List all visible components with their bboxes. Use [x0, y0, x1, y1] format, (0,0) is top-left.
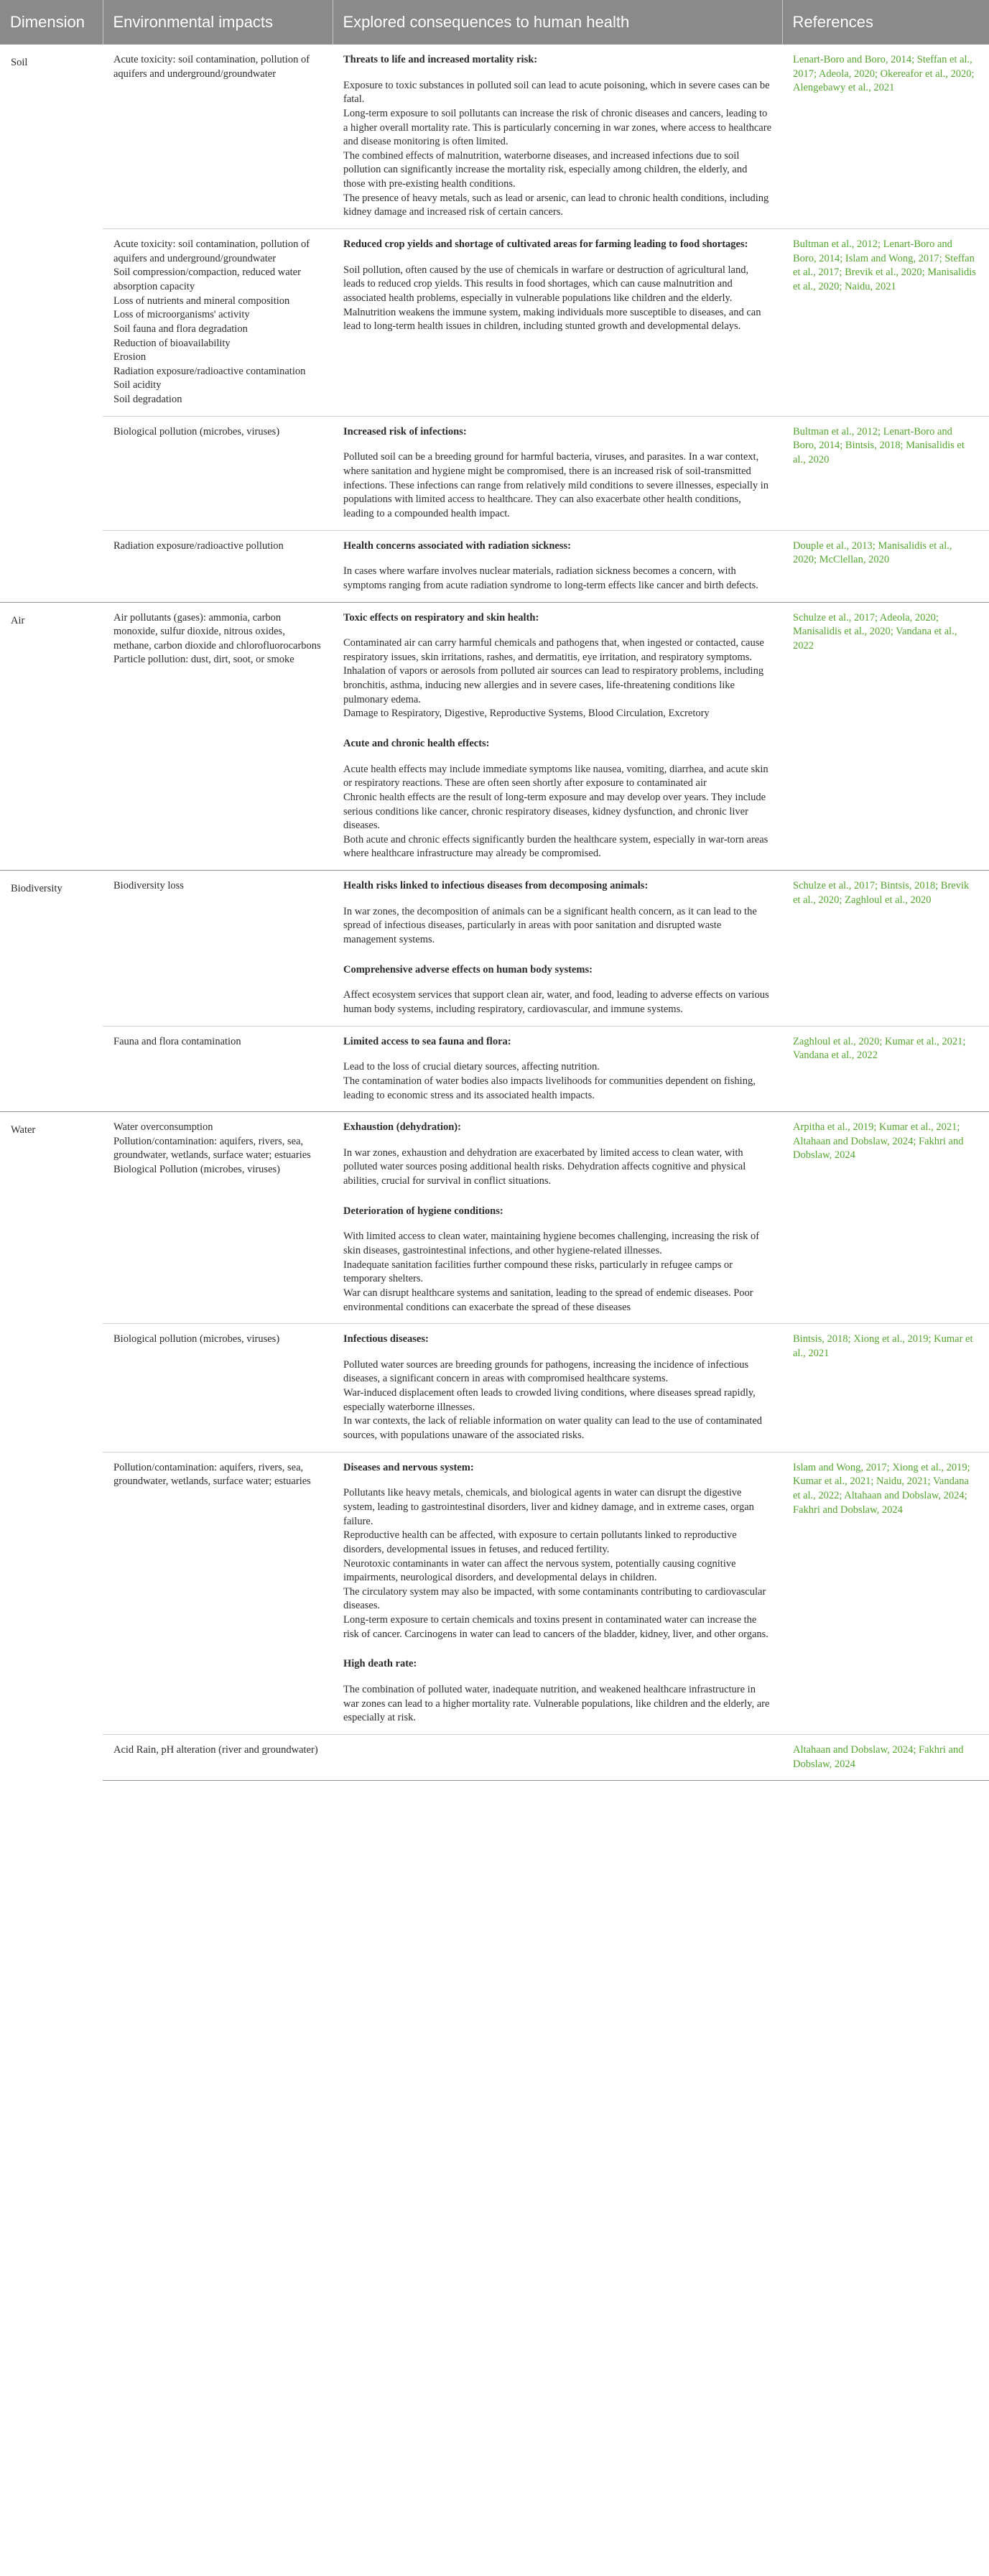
table-row	[0, 1112, 989, 1324]
consequence-paragraph: War can disrupt healthcare systems and sanitation, leading to the spread of endemic diseases. Poor environmental conditions can exacerbate the spread of these diseases	[343, 1287, 753, 1313]
consequences-cell	[333, 1734, 782, 1780]
dimension-cell: Water	[0, 1112, 103, 1781]
consequence-paragraph: Malnutrition weakens the immune system, making individuals more susceptible to diseases, and can lead to long-term health issues in children, including stunted growth and developmental delays.	[343, 306, 761, 333]
impact-item: Soil fauna and flora degradation	[113, 323, 248, 335]
consequences-cell	[333, 1112, 782, 1324]
consequence-paragraph: Contaminated air can carry harmful chemicals and pathogens that, when ingested or contacted, cause respiratory issues, skin irritations, rashes, and dermatitis, eye irritation, and respiratory symptoms.	[343, 637, 764, 663]
consequence-paragraph: The combined effects of malnutrition, waterborne diseases, and increased infections due to soil pollution can significantly increase the mortality risk, especially among children, the elderly, and those with pre-existing health conditions.	[343, 149, 748, 190]
impacts-cell	[103, 1452, 333, 1734]
consequence-paragraph: Polluted soil can be a breeding ground for harmful bacteria, viruses, and parasites. In a war context, where sanitation and hygiene might be compromised, there is an increased risk of soil-transmitted infections. These infections can range from relatively mild conditions to severe illnesses, especially in populations with limited access to healthcare. They can also exacerbate other health conditions, leading to a compounded health impact.	[343, 451, 769, 519]
impact-item: Biological Pollution (microbes, viruses)	[113, 1164, 280, 1176]
consequence-heading: Exhaustion (dehydration):	[343, 1121, 461, 1134]
table-row	[0, 1452, 989, 1734]
consequence-paragraph: Long-term exposure to soil pollutants can increase the risk of chronic diseases and cancers, leading to a higher overall mortality rate. This is particularly concerning in war zones, where access to healthcare and disease monitoring is often limited.	[343, 107, 772, 148]
dimension-cell: Soil	[0, 45, 103, 603]
consequence-heading: Diseases and nervous system:	[343, 1461, 474, 1473]
consequences-cell	[333, 1026, 782, 1112]
impact-item: Pollution/contamination: aquifers, rivers, sea, groundwater, wetlands, surface water; estuaries	[113, 1461, 311, 1488]
consequence-heading: Deterioration of hygiene conditions:	[343, 1205, 503, 1217]
consequence-heading: Increased risk of infections:	[343, 425, 467, 437]
consequences-cell	[333, 530, 782, 602]
consequences-cell	[333, 871, 782, 1026]
consequence-heading: Limited access to sea fauna and flora:	[343, 1035, 511, 1047]
references-cell: Arpitha et al., 2019; Kumar et al., 2021; Altahaan and Dobslaw, 2024; Fakhri and Dobslaw, 2024	[782, 1112, 989, 1324]
impact-item: Biodiversity loss	[113, 880, 184, 892]
impact-item: Soil acidity	[113, 379, 162, 392]
consequence-paragraph: In war zones, the decomposition of animals can be a significant health concern, as it can lead to the spread of infectious diseases, particularly in areas with poor sanitation and disrupted waste management systems.	[343, 905, 757, 946]
header-environmental-impacts: Environmental impacts	[103, 0, 333, 45]
impact-item: Soil degradation	[113, 394, 182, 406]
consequence-paragraph: Reproductive health can be affected, with exposure to certain pollutants linked to reproductive disorders, developmental issues in fetuses, and reduced fertility.	[343, 1529, 737, 1555]
header-health-consequences: Explored consequences to human health	[333, 0, 782, 45]
impact-item: Fauna and flora contamination	[113, 1035, 241, 1047]
table-row	[0, 602, 989, 871]
consequence-heading: Infectious diseases:	[343, 1333, 429, 1345]
impact-item: Biological pollution (microbes, viruses)	[113, 425, 280, 437]
impacts-cell	[103, 1734, 333, 1780]
consequence-paragraph: Chronic health effects are the result of long-term exposure and may develop over years. They include serious conditions like cancer, chronic respiratory diseases, kidney dysfunction, and chronic liver diseases.	[343, 791, 766, 832]
consequences-cell	[333, 602, 782, 871]
references-cell: Bintsis, 2018; Xiong et al., 2019; Kumar et al., 2021	[782, 1324, 989, 1452]
table-body	[0, 45, 989, 1781]
consequence-paragraph: Lead to the loss of crucial dietary sources, affecting nutrition.	[343, 1061, 600, 1073]
consequence-paragraph: In war zones, exhaustion and dehydration are exacerbated by limited access to clean water, with polluted water sources posing additional health risks. Dehydration affects cognitive and physical abilities, crucial for survival in conflict situations.	[343, 1146, 746, 1187]
references-cell: Douple et al., 2013; Manisalidis et al., 2020; McClellan, 2020	[782, 530, 989, 602]
consequence-paragraph: Inhalation of vapors or aerosols from polluted air sources can lead to respiratory problems, including bronchitis, asthma, inducing new allergies and in severe cases, life-threatening conditions like pulmonary edema.	[343, 665, 764, 705]
consequence-heading: Reduced crop yields and shortage of cultivated areas for farming leading to food shortages:	[343, 238, 748, 251]
consequence-heading: Health concerns associated with radiation sickness:	[343, 539, 571, 552]
consequence-paragraph: Polluted water sources are breeding grounds for pathogens, increasing the incidence of infectious diseases, a significant concern in areas with compromised healthcare systems.	[343, 1358, 749, 1385]
impacts-cell	[103, 1324, 333, 1452]
references-cell: Bultman et al., 2012; Lenart-Boro and Boro, 2014; Islam and Wong, 2017; Steffan et al., 2017; Brevik et al., 2020; Manisalidis et al., 2020; Naidu, 2021	[782, 229, 989, 417]
references-cell: Zaghloul et al., 2020; Kumar et al., 2021; Vandana et al., 2022	[782, 1026, 989, 1112]
table-row	[0, 530, 989, 602]
impact-item: Biological pollution (microbes, viruses)	[113, 1333, 280, 1345]
impacts-cell	[103, 1026, 333, 1112]
consequence-paragraph: Soil pollution, often caused by the use of chemicals in warfare or destruction of agricultural land, leads to reduced crop yields. This results in food shortages, which can cause malnutrition and associated health problems, especially in vulnerable populations like children and the elderly.	[343, 264, 749, 304]
impact-item: Acute toxicity: soil contamination, pollution of aquifers and underground/groundwater	[113, 54, 310, 80]
consequence-heading: Threats to life and increased mortality risk:	[343, 54, 538, 65]
table-row	[0, 229, 989, 417]
impacts-cell	[103, 1112, 333, 1324]
impact-item: Water overconsumption	[113, 1121, 213, 1134]
consequence-paragraph: The combination of polluted water, inadequate nutrition, and weakened healthcare infrastructure in war zones can lead to a higher mortality rate. Vulnerable populations, like children and the elderly, are especially at risk.	[343, 1684, 770, 1724]
impacts-cell	[103, 602, 333, 871]
dimension-cell: Biodiversity	[0, 871, 103, 1112]
references-cell: Lenart-Boro and Boro, 2014; Steffan et al., 2017; Adeola, 2020; Okereafor et al., 2020; Alengebawy et al., 2021	[782, 45, 989, 229]
consequence-paragraph: The circulatory system may also be impacted, with some contaminants contributing to cardiovascular diseases.	[343, 1585, 766, 1612]
table-row	[0, 1324, 989, 1452]
header-row	[0, 0, 989, 45]
impact-item: Pollution/contamination: aquifers, rivers, sea, groundwater, wetlands, surface water; estuaries	[113, 1135, 311, 1162]
consequence-paragraph: Affect ecosystem services that support clean air, water, and food, leading to adverse effects on various human body systems, including respiratory, cardiovascular, and immune systems.	[343, 989, 769, 1015]
consequence-paragraph: Neurotoxic contaminants in water can affect the nervous system, potentially causing cognitive impairments, neurological disorders, and developmental delays in children.	[343, 1557, 736, 1584]
consequence-paragraph: Pollutants like heavy metals, chemicals, and biological agents in water can disrupt the digestive system, leading to gastrointestinal disorders, liver and kidney damage, and in extreme cases, organ failure.	[343, 1487, 754, 1527]
consequence-paragraph: The contamination of water bodies also impacts livelihoods for communities dependent on fishing, leading to economic stress and its associated health impacts.	[343, 1075, 756, 1101]
impact-item: Acute toxicity: soil contamination, pollution of aquifers and underground/groundwater	[113, 238, 310, 264]
references-cell: Altahaan and Dobslaw, 2024; Fakhri and Dobslaw, 2024	[782, 1734, 989, 1780]
consequence-paragraph: In cases where warfare involves nuclear materials, radiation sickness becomes a concern, with symptoms ranging from acute radiation syndrome to long-term effects like cancer and birth defects.	[343, 565, 758, 591]
impact-item: Erosion	[113, 351, 147, 363]
consequence-heading: Comprehensive adverse effects on human body systems:	[343, 963, 593, 976]
impact-item: Particle pollution: dust, dirt, soot, or smoke	[113, 654, 294, 666]
consequence-paragraph: Damage to Respiratory, Digestive, Reproductive Systems, Blood Circulation, Excretory	[343, 708, 710, 720]
consequence-paragraph: War-induced displacement often leads to crowded living conditions, where diseases spread rapidly, especially waterborne illnesses.	[343, 1387, 756, 1413]
consequence-paragraph: Both acute and chronic effects significantly burden the healthcare system, especially in war-torn areas where healthcare infrastructure may already be compromised.	[343, 833, 769, 860]
references-cell: Schulze et al., 2017; Bintsis, 2018; Brevik et al., 2020; Zaghloul et al., 2020	[782, 871, 989, 1026]
impact-item: Loss of microorganisms' activity	[113, 309, 250, 321]
consequences-cell	[333, 45, 782, 229]
impacts-cell	[103, 416, 333, 530]
consequence-paragraph: In war contexts, the lack of reliable information on water quality can lead to the use of contaminated sources, with populations unaware of the associated risks.	[343, 1415, 763, 1442]
table-row	[0, 416, 989, 530]
impact-item: Reduction of bioavailability	[113, 337, 231, 349]
references-cell: Schulze et al., 2017; Adeola, 2020; Manisalidis et al., 2020; Vandana et al., 2022	[782, 602, 989, 871]
impacts-cell	[103, 45, 333, 229]
dimension-cell: Air	[0, 602, 103, 871]
impact-item: Acid Rain, pH alteration (river and groundwater)	[113, 1743, 318, 1756]
consequence-paragraph: Long-term exposure to certain chemicals and toxins present in contaminated water can increase the risk of cancer. Carcinogens in water can lead to cancers of the bladder, kidney, liver, and other organs.	[343, 1614, 769, 1640]
header-dimension: Dimension	[0, 0, 103, 45]
consequence-paragraph: With limited access to clean water, maintaining hygiene becomes challenging, increasing the risk of skin diseases, gastrointestinal infections, and other hygiene-related illnesses.	[343, 1231, 760, 1256]
impact-item: Radiation exposure/radioactive contamination	[113, 365, 306, 377]
impact-item: Loss of nutrients and mineral composition	[113, 295, 290, 307]
consequences-cell	[333, 1324, 782, 1452]
impacts-cell	[103, 871, 333, 1026]
consequence-heading: Toxic effects on respiratory and skin health:	[343, 611, 539, 624]
impact-item: Soil compression/compaction, reduced water absorption capacity	[113, 267, 301, 292]
impact-item: Radiation exposure/radioactive pollution	[113, 539, 284, 552]
table-row	[0, 1734, 989, 1780]
table-row	[0, 45, 989, 229]
impacts-cell	[103, 229, 333, 417]
table-row	[0, 1026, 989, 1112]
references-cell: Islam and Wong, 2017; Xiong et al., 2019; Kumar et al., 2021; Naidu, 2021; Vandana et al., 2022; Altahaan and Dobslaw, 2024; Fakhri and Dobslaw, 2024	[782, 1452, 989, 1734]
consequence-paragraph: The presence of heavy metals, such as lead or arsenic, can lead to chronic health conditions, including kidney damage and increased risk of certain cancers.	[343, 192, 769, 218]
impact-item: Air pollutants (gases): ammonia, carbon monoxide, sulfur dioxide, nitrous oxides, methane, carbon dioxide and chlorofluorocarbons	[113, 611, 321, 652]
consequences-cell	[333, 1452, 782, 1734]
consequence-paragraph: Acute health effects may include immediate symptoms like nausea, vomiting, diarrhea, and acute skin or respiratory reactions. These are often seen shortly after exposure to contaminated air	[343, 763, 769, 789]
consequences-cell	[333, 229, 782, 417]
consequence-paragraph: Inadequate sanitation facilities further compound these risks, particularly in refugee camps or temporary shelters.	[343, 1259, 733, 1285]
header-references: References	[782, 0, 989, 45]
consequence-heading: Acute and chronic health effects:	[343, 737, 490, 749]
references-cell: Bultman et al., 2012; Lenart-Boro and Boro, 2014; Bintsis, 2018; Manisalidis et al., 2020	[782, 416, 989, 530]
table-row	[0, 871, 989, 1026]
consequence-heading: High death rate:	[343, 1658, 417, 1670]
impacts-cell	[103, 530, 333, 602]
consequence-paragraph: Exposure to toxic substances in polluted soil can lead to acute poisoning, which in severe cases can be fatal.	[343, 79, 770, 106]
consequences-cell	[333, 416, 782, 530]
consequence-heading: Health risks linked to infectious diseases from decomposing animals:	[343, 880, 649, 892]
